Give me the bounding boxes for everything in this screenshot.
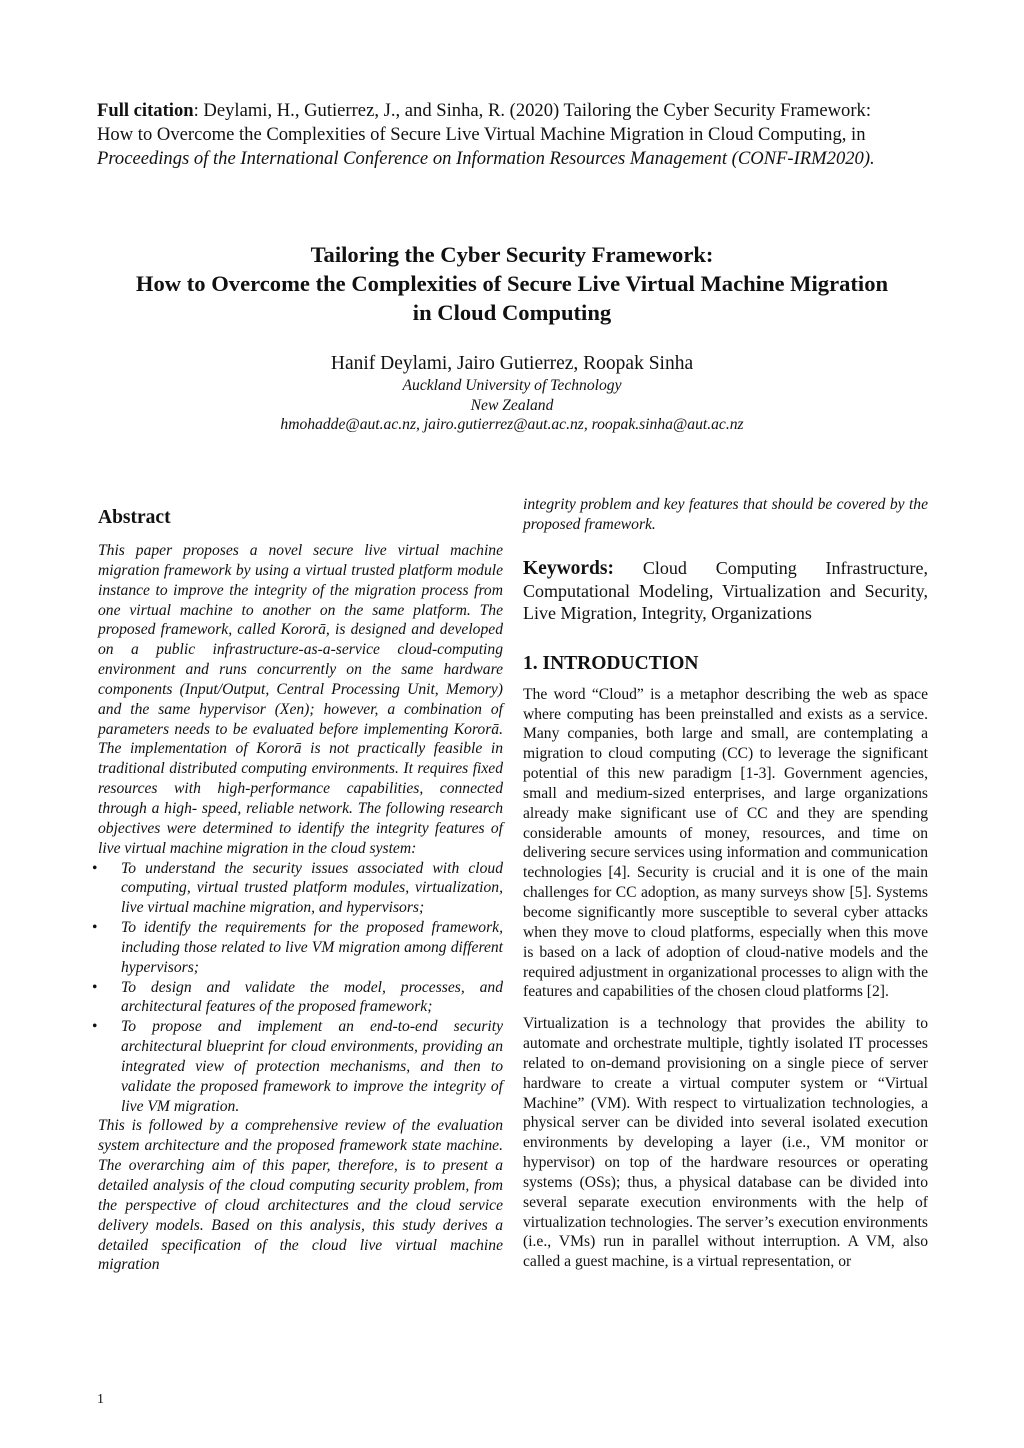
bullet-icon: • bbox=[92, 859, 98, 877]
citation-label: Full citation bbox=[97, 100, 194, 121]
citation-end: . bbox=[870, 147, 875, 169]
list-item: • To identify the requirements for the proposed framework, including those related to live VM migration among different hypervisors; bbox=[92, 919, 503, 976]
title-line-3: in Cloud Computing bbox=[412, 300, 612, 325]
introduction-heading: 1. INTRODUCTION bbox=[523, 652, 699, 674]
list-item: • To propose and implement an end-to-end security architectural blueprint for cloud environments, providing an integrated view of protection mechanisms, and then to validate the proposed framework to improve the integrity of live VM migration. bbox=[92, 1018, 503, 1115]
bullet-icon: • bbox=[92, 1018, 98, 1036]
abstract-intro: This paper proposes a novel secure live virtual machine migration framework by using a virtual trusted platform module instance to improve the integrity of the migration process from one virtual machine to another on the same platform. The proposed framework, called Kororā, is designed and developed on a public infrastructure-as-a-service cloud-computing environment and runs concurrently on the same hardware components (Input/Output, Central Processing Unit, Memory) and the same hypervisor (Xen); however, a combination of parameters needs to be evaluated before implementing Kororā. The implementation of Kororā is not practically feasible in traditional distributed computing environments. It requires fixed resources with high-performance capabilities, connected through a high- speed, reliable network. The following research objectives were determined to identify the integrity features of live virtual machine migration in the cloud system: bbox=[98, 542, 503, 857]
list-item: • To design and validate the model, processes, and architectural features of the proposed framework; bbox=[92, 978, 503, 1016]
author-block bbox=[60, 352, 964, 435]
introduction-paragraph-1: The word “Cloud” is a metaphor describing the web as space where computing has been preinstalled and exists as a service. Many companies, both large and small, are contemplating a migration to cloud computing (CC) to leverage the significant potential of this new paradigm [1-3]. Government agencies, small and medium-sized enterprises, and large organizations already make significant use of CC and they are spending considerable amounts of money, resources, and time on delivering secure services using information and communication technologies [4]. Security is crucial and it is one of the main challenges for CC adoption, as many surveys show [5]. Systems become significantly more susceptible to several cyber attacks when they move to cloud platforms, especially when this move is based on a lack of adoption of cloud-native models and the required adjustment in organizational processes to align with the features and capabilities of the chosen cloud platforms [2]. bbox=[523, 685, 928, 1001]
introduction-paragraph-2: Virtualization is a technology that provides the ability to automate and orchestrate multiple, tightly isolated IT processes related to on-demand provisioning on a single piece of server hardware to create a virtual computer system or “Virtual Machine” (VM). With respect to virtualization technologies, a physical server can be divided into several isolated execution environments by developing a layer (i.e., VM monitor or hypervisor) on top of the hardware resources or operating systems (OSs); thus, a physical database can be divided into several separate execution environments with the help of virtualization technologies. The server’s execution environments (i.e., VMs) run in parallel without interruption. A VM, also called a guest machine, is a virtual representation, or bbox=[523, 1015, 928, 1271]
keywords bbox=[523, 557, 928, 624]
author-emails: hmohadde@aut.ac.nz, jairo.gutierrez@aut.ac.nz, roopak.sinha@aut.ac.nz bbox=[280, 416, 744, 433]
abstract-closing: This is followed by a comprehensive review of the evaluation system architecture and the proposed framework state machine. The overarching aim of this paper, therefore, is to present a detailed analysis of the cloud computing security problem, from the perspective of cloud architectures and the cloud service delivery models. Based on this analysis, this study derives a detailed specification of the cloud live virtual machine migration bbox=[98, 1117, 503, 1274]
citation-proceedings: Proceedings of the International Conference on Information Resources Management (CONF-IRM2020) bbox=[97, 147, 871, 169]
title-line-2: How to Overcome the Complexities of Secure Live Virtual Machine Migration bbox=[135, 271, 889, 296]
page-number: 1 bbox=[97, 1392, 104, 1407]
objectives-list bbox=[92, 859, 503, 1117]
abstract-continued: integrity problem and key features that should be covered by the proposed framework. bbox=[523, 496, 928, 533]
citation-separator: : bbox=[193, 100, 204, 121]
bullet-icon: • bbox=[92, 978, 98, 996]
list-item: • To understand the security issues associated with cloud computing, virtual trusted platform modules, virtualization, live virtual machine migration, and hypervisors; bbox=[92, 859, 503, 917]
author-country: New Zealand bbox=[470, 396, 554, 414]
keywords-text: Cloud Computing Infrastructure, Computational Modeling, Virtualization and Security, Live Migration, Integrity, Organizations bbox=[523, 557, 928, 623]
bullet-icon: • bbox=[92, 919, 98, 937]
author-names: Hanif Deylami, Jairo Gutierrez, Roopak Sinha bbox=[330, 353, 694, 374]
title-line-1: Tailoring the Cyber Security Framework: bbox=[310, 242, 714, 267]
abstract-heading: Abstract bbox=[98, 507, 171, 528]
keywords-label: Keywords: bbox=[523, 557, 614, 579]
citation-text: Deylami, H., Gutierrez, J., and Sinha, R. (2020) Tailoring the Cyber Security Framework: How to Overcome the Complexities of Secure Live Virtual Machine Migration in Cloud Computing, in bbox=[97, 100, 872, 145]
author-institution: Auckland University of Technology bbox=[402, 377, 622, 394]
paper-title bbox=[60, 240, 964, 327]
right-column bbox=[523, 495, 928, 1284]
full-citation bbox=[97, 99, 897, 170]
left-column bbox=[92, 506, 503, 1275]
